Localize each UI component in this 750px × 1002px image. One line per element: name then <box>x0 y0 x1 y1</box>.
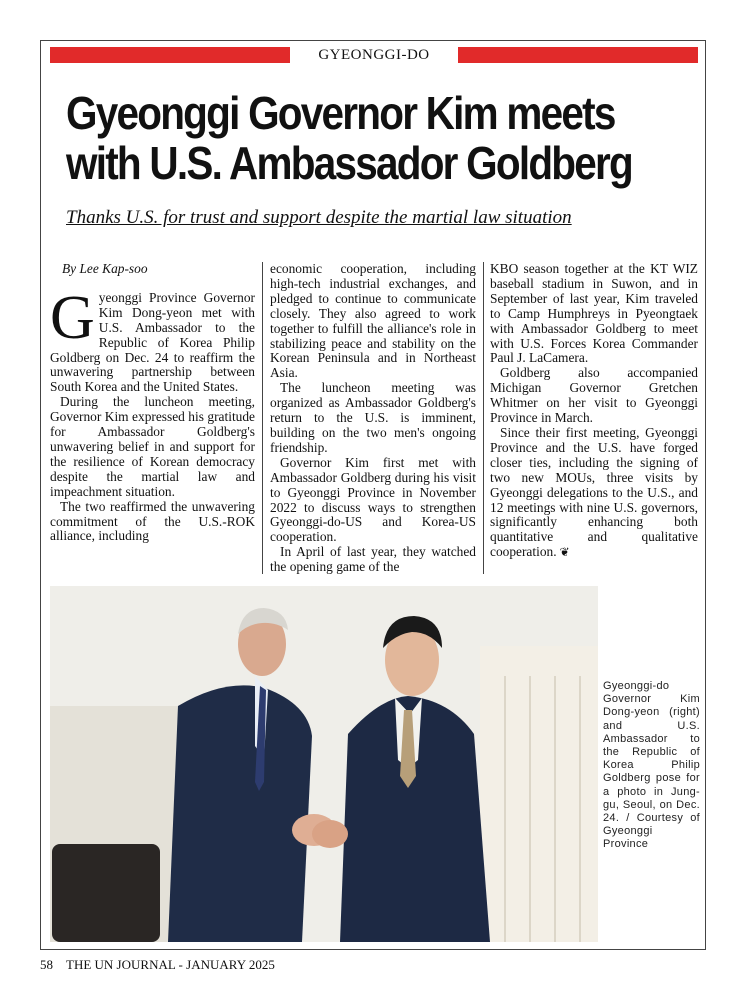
paragraph-text: yeonggi Province Governor Kim Dong-yeon met with U.S. Ambassador to the Republic of Korea Philip Goldberg on Dec. 24 to reaffirm the unwavering partnership between South Korea and the United States. <box>50 289 255 395</box>
article-paragraph-continued: KBO season together at the KT WIZ baseball stadium in Suwon, and in September of last year, Kim traveled to Camp Humphreys in Pyeongtaek with Ambassador Goldberg to meet with U.S. Forces Korea Commander Paul J. LaCamera. <box>490 261 698 366</box>
page-number: 58 <box>40 957 53 972</box>
article-paragraph <box>50 283 255 395</box>
column-rule <box>483 262 484 574</box>
page-footer <box>40 957 275 973</box>
column-rule <box>262 262 263 574</box>
section-bar-left <box>50 47 290 63</box>
photo-caption: Gyeonggi-do Governor Kim Dong-yeon (right) and U.S. Ambassador to the Republic of Korea Philip Goldberg pose for a photo in Jung-gu, Seoul, on Dec. 24. / Courtesy of Gyeonggi Province <box>603 680 700 851</box>
section-label: GYEONGGI-DO <box>318 47 430 63</box>
section-header <box>50 46 698 64</box>
article-paragraph: The luncheon meeting was organized as Ambassador Goldberg's return to the U.S. is imminent, building on the two men's ongoing friendship. <box>270 380 476 455</box>
byline: By Lee Kap-soo <box>62 261 148 276</box>
headline-line-1: Gyeonggi Governor Kim meets <box>66 87 615 139</box>
paragraph-text: Since their first meeting, Gyeonggi Province and the U.S. have forged closer ties, including the signing of two new MOUs, three visits by Gyeonggi delegations to the U.S., and 12 meetings with nine U.S. governors, significantly enhancing both quantitative and qualitative cooperation. <box>490 424 698 560</box>
article-column-2 <box>270 262 476 575</box>
article-photo <box>50 586 598 942</box>
article-column-3 <box>490 262 698 560</box>
photo-illustration <box>50 586 598 942</box>
article-paragraph <box>490 426 698 560</box>
end-mark-icon: ❦ <box>559 545 570 560</box>
subheadline: Thanks U.S. for trust and support despite the martial law situation <box>66 207 572 228</box>
article-paragraph: In April of last year, they watched the opening game of the <box>270 544 476 575</box>
article-paragraph: Goldberg also accompanied Michigan Governor Gretchen Whitmer on her visit to Gyeonggi Province in March. <box>490 365 698 426</box>
drop-cap: G <box>50 283 95 352</box>
section-bar-right <box>458 47 698 63</box>
headline <box>66 87 632 189</box>
publication-line: THE UN JOURNAL - JANUARY 2025 <box>66 957 275 972</box>
article-paragraph: During the luncheon meeting, Governor Kim expressed his gratitude for Ambassador Goldberg's unwavering belief in and support for the resilience of Korean democracy despite the martial law and impeachment situation. <box>50 394 255 499</box>
headline-line-2: with U.S. Ambassador Goldberg <box>66 137 632 189</box>
article-paragraph: The two reaffirmed the unwavering commitment of the U.S.-ROK alliance, including <box>50 498 255 544</box>
article-paragraph: Governor Kim first met with Ambassador Goldberg during his visit to Gyeonggi Province in November 2022 to discuss ways to strengthen Gyeonggi-do-US and Korea-US cooperation. <box>270 454 476 545</box>
article-paragraph-continued: economic cooperation, including high-tech industrial exchanges, and pledged to continue to communicate closely. They also agreed to work together to fulfill the alliance's role in stabilizing peace and stability on the Korean Peninsula and in Northeast Asia. <box>270 261 476 381</box>
article-column-1 <box>50 262 255 544</box>
